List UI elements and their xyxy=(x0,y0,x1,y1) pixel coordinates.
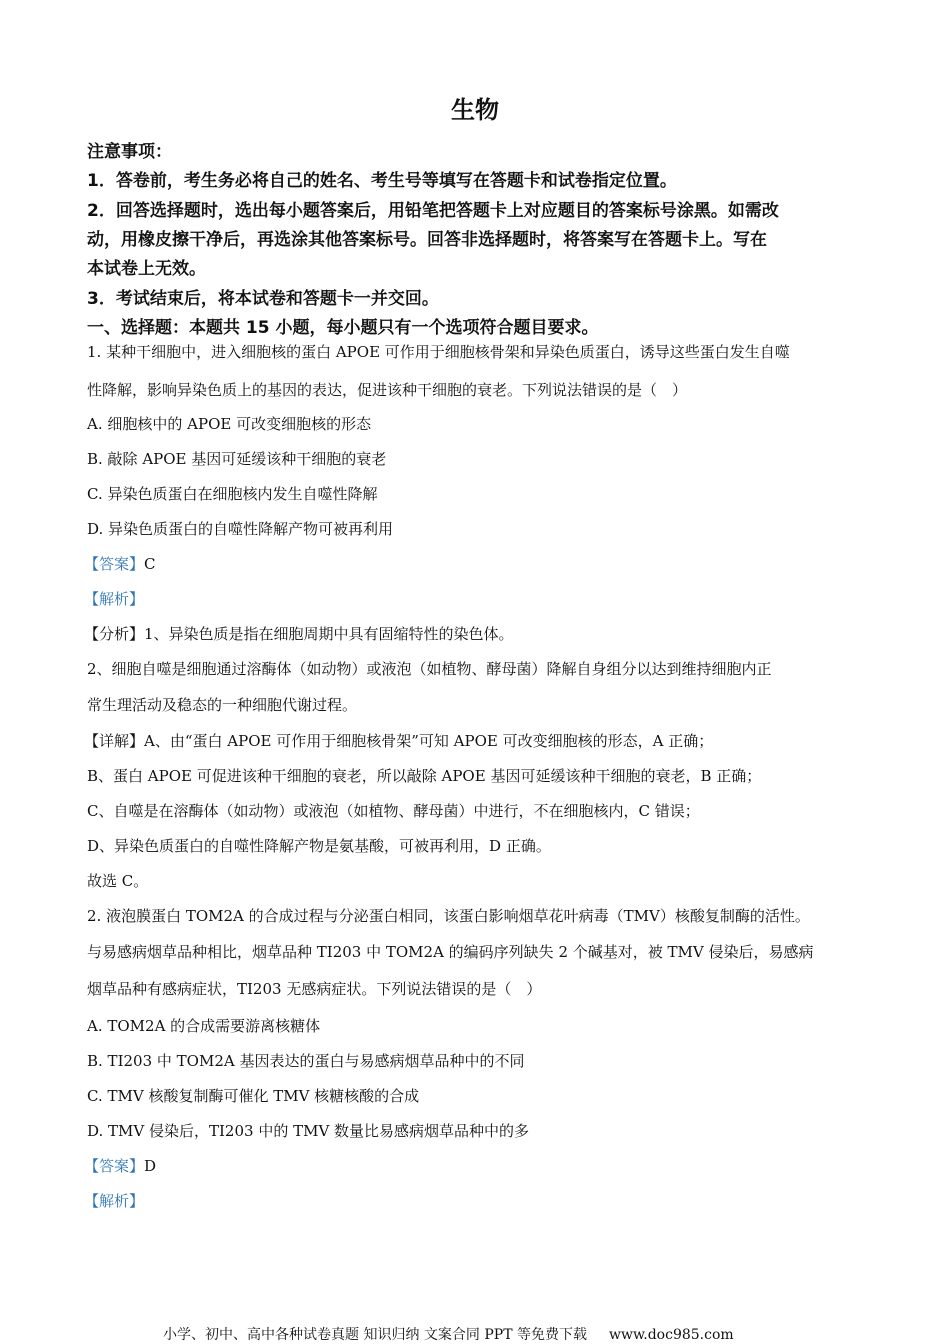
q1-fenxi-line-3: 常生理活动及稳态的一种细胞代谢过程。 xyxy=(87,696,358,714)
q1-option-b: B. 敲除 APOE 基因可延缓该种干细胞的衰老 xyxy=(87,450,387,468)
q2-option-d: D. TMV 侵染后，TI203 中的 TMV 数量比易感病烟草品种中的多 xyxy=(87,1122,530,1140)
q1-analysis-label: 【解析】 xyxy=(84,590,145,608)
q1-stem-line-2: 性降解，影响异染色质上的基因的表达，促进该种干细胞的衰老。下列说法错误的是（ ） xyxy=(87,381,688,399)
notice-item-1: 1．答卷前，考生务必将自己的姓名、考生号等填写在答题卡和试卷指定位置。 xyxy=(87,171,677,191)
page-title: 生物 xyxy=(451,96,499,124)
detail-label: 【详解】 xyxy=(84,732,145,750)
footer-slogan: 小学、初中、高中各种试卷真题 知识归纳 文案合同 PPT 等免费下载 xyxy=(163,1327,587,1343)
detail-text: A、由“蛋白 APOE 可作用于细胞核骨架”可知 APOE 可改变细胞核的形态，A 正确； xyxy=(144,732,714,750)
q1-option-c: C. 异染色质蛋白在细胞核内发生自噬性降解 xyxy=(87,485,378,503)
q2-option-b: B. TI203 中 TOM2A 基因表达的蛋白与易感病烟草品种中的不同 xyxy=(87,1052,525,1070)
notice-item-2-cont: 动，用橡皮擦干净后，再选涂其他答案标号。回答非选择题时，将答案写在答题卡上。写在 xyxy=(87,230,767,250)
section-heading: 一、选择题：本题共 15 小题，每小题只有一个选项符合题目要求。 xyxy=(87,318,599,338)
q1-detail-line-3: C、自噬是在溶酶体（如动物）或液泡（如植物、酵母菌）中进行，不在细胞核内，C 错误； xyxy=(87,802,700,820)
fenxi-text: 1、异染色质是指在细胞周期中具有固缩特性的染色体。 xyxy=(144,625,514,643)
fenxi-label: 【分析】 xyxy=(84,625,145,643)
q2-option-c: C. TMV 核酸复制酶可催化 TMV 核糖核酸的合成 xyxy=(87,1087,420,1105)
q1-option-a: A. 细胞核中的 APOE 可改变细胞核的形态 xyxy=(87,415,372,433)
q2-stem-line-2: 与易感病烟草品种相比，烟草品种 TI203 中 TOM2A 的编码序列缺失 2 个碱基对，被 TMV 侵染后，易感病 xyxy=(87,943,814,961)
q1-detail-line-2: B、蛋白 APOE 可促进该种干细胞的衰老，所以敲除 APOE 基因可延缓该种干细胞的衰老，B 正确； xyxy=(87,767,762,785)
q1-fenxi-line-1 xyxy=(84,623,514,644)
notice-item-2-end: 本试卷上无效。 xyxy=(87,259,206,279)
notice-heading: 注意事项： xyxy=(87,142,172,162)
q1-fenxi-line-2: 2、细胞自噬是细胞通过溶酶体（如动物）或液泡（如植物、酵母菌）降解自身组分以达到维持细胞内正 xyxy=(87,660,772,678)
q1-stem-line-1: 1. 某种干细胞中，进入细胞核的蛋白 APOE 可作用于细胞核骨架和异染色质蛋白，诱导这些蛋白发生自噬 xyxy=(87,343,790,361)
footer-site-link[interactable]: www.doc985.com xyxy=(608,1327,734,1343)
q1-option-d: D. 异染色质蛋白的自噬性降解产物可被再利用 xyxy=(87,520,394,538)
q2-analysis-label: 【解析】 xyxy=(84,1192,145,1210)
q2-stem-line-3: 烟草品种有感病症状，TI203 无感病症状。下列说法错误的是（ ） xyxy=(87,980,542,998)
q2-option-a: A. TOM2A 的合成需要游离核糖体 xyxy=(87,1017,321,1035)
answer-value: D xyxy=(144,1157,157,1175)
q2-stem-line-1: 2. 液泡膜蛋白 TOM2A 的合成过程与分泌蛋白相同，该蛋白影响烟草花叶病毒（TMV）核酸复制酶的活性。 xyxy=(87,907,810,925)
q1-answer xyxy=(84,553,156,574)
answer-value: C xyxy=(144,555,156,573)
page-footer xyxy=(163,1324,734,1344)
answer-label: 【答案】 xyxy=(84,1157,145,1175)
notice-item-2: 2．回答选择题时，选出每小题答案后，用铅笔把答题卡上对应题目的答案标号涂黑。如需改 xyxy=(87,201,779,221)
q1-detail-line-1 xyxy=(84,730,713,751)
notice-item-3: 3．考试结束后，将本试卷和答题卡一并交回。 xyxy=(87,289,439,309)
q1-conclusion: 故选 C。 xyxy=(87,872,149,890)
answer-label: 【答案】 xyxy=(84,555,145,573)
q1-detail-line-4: D、异染色质蛋白的自噬性降解产物是氨基酸，可被再利用，D 正确。 xyxy=(87,837,551,855)
q2-answer xyxy=(84,1155,156,1176)
